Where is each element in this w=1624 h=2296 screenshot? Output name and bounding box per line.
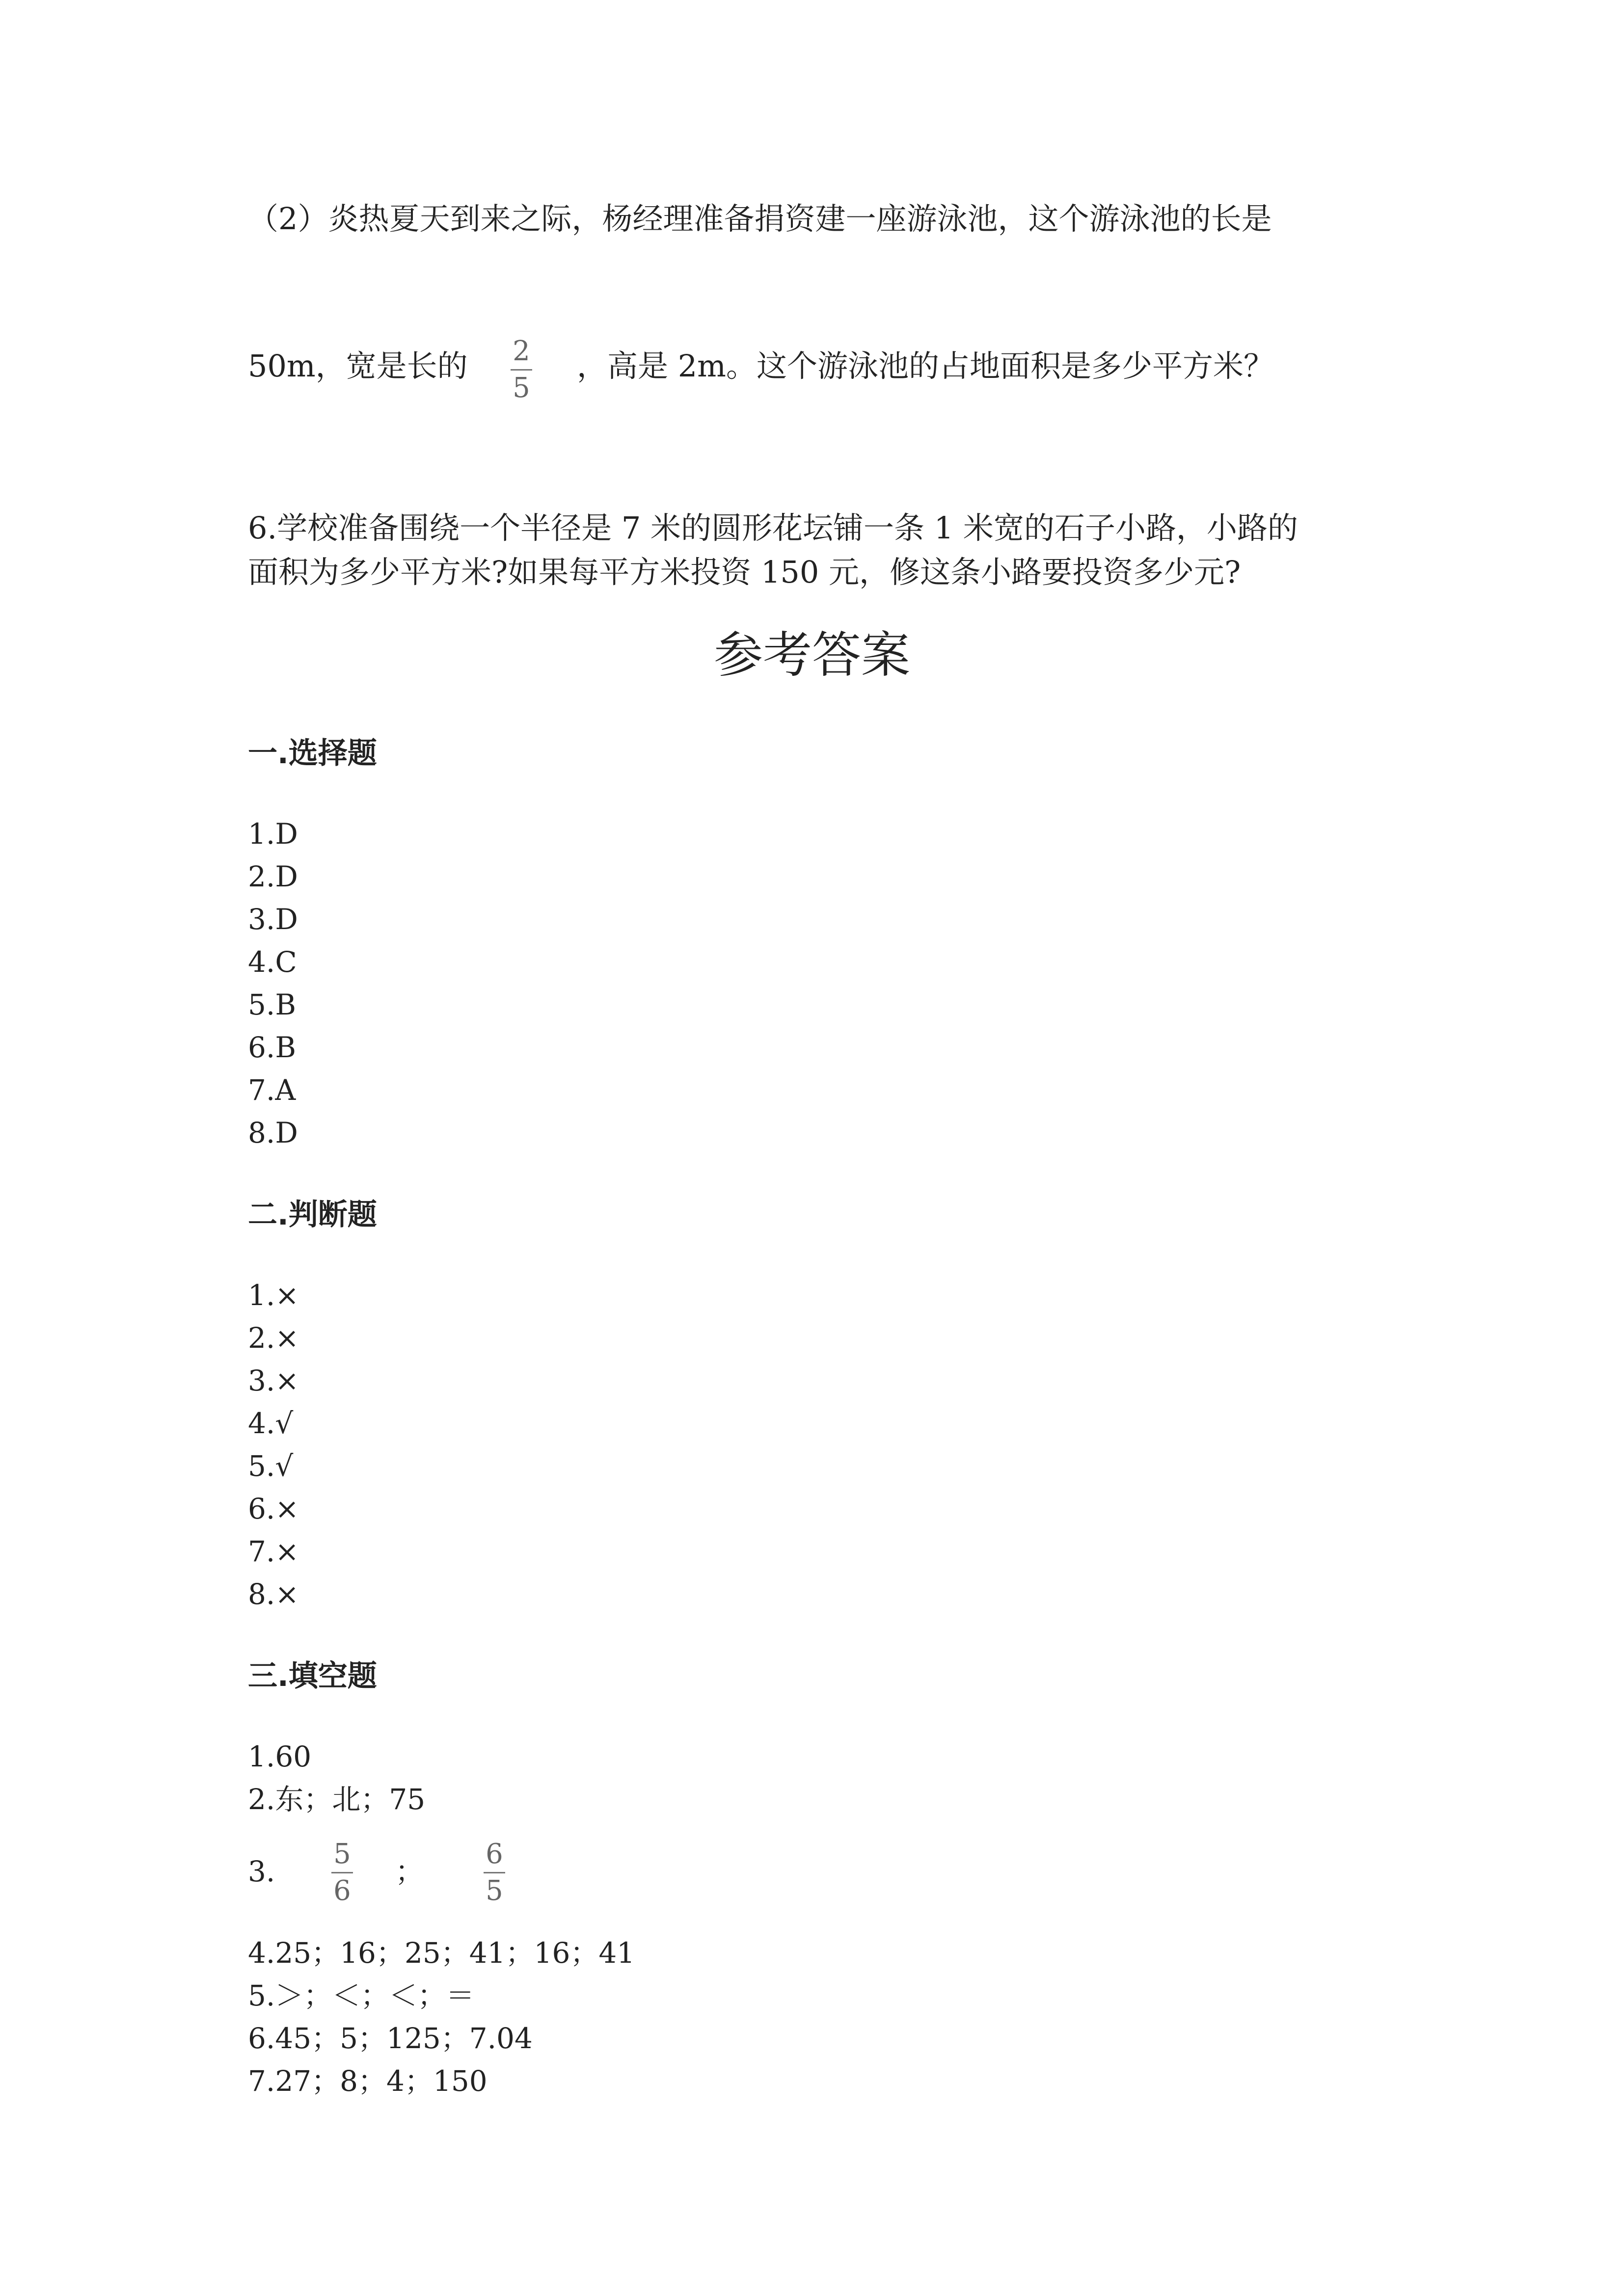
section1-answer: 4.C (248, 945, 297, 979)
section2-answer: 1.× (248, 1279, 299, 1312)
section3-answer-2: 2.东；北；75 (248, 1783, 426, 1816)
fraction-bar (484, 1872, 505, 1873)
section2-answer: 7.× (248, 1535, 299, 1568)
section3-answer-3-label: 3. (248, 1855, 275, 1888)
fraction-denominator: 5 (513, 372, 530, 404)
section3-answer-1: 1.60 (248, 1740, 312, 1773)
fraction-numerator: 5 (333, 1838, 351, 1870)
section1-answer: 3.D (248, 903, 298, 936)
section1-answer: 7.A (248, 1073, 296, 1107)
section3-answer-6: 6.45；5；125；7.04 (248, 2022, 533, 2055)
section3-answer-5: 5.＞；＜；＜；＝ (248, 1979, 475, 2012)
section3-answer-3-separator: ； (395, 1855, 424, 1888)
section3-answer-4: 4.25；16；25；41；16；41 (248, 1936, 635, 1970)
section1-answer: 6.B (248, 1031, 296, 1064)
answers-title: 参考答案 (714, 626, 910, 684)
section2-answer: 4.√ (248, 1407, 294, 1440)
section1-answer: 5.B (248, 988, 296, 1021)
fraction-denominator: 6 (333, 1875, 351, 1907)
section1-answer: 8.D (248, 1116, 298, 1149)
section2-answer: 8.× (248, 1577, 299, 1611)
fraction-bar (511, 369, 532, 371)
fraction-numerator: 6 (486, 1838, 503, 1870)
section1-answer: 2.D (248, 860, 298, 893)
section3-answer-7: 7.27；8；4；150 (248, 2064, 487, 2098)
problem-6-line2: 面积为多少平方米?如果每平方米投资 150 元，修这条小路要投资多少元? (248, 554, 1241, 590)
section2-answer: 6.× (248, 1492, 299, 1525)
problem-5-2-line1: （2）炎热夏天到来之际，杨经理准备捐资建一座游泳池，这个游泳池的长是 (248, 201, 1272, 237)
fraction-bar (331, 1872, 353, 1873)
section3-heading: 三.填空题 (248, 1659, 377, 1693)
problem-6-line1: 6.学校准备围绕一个半径是 7 米的圆形花坛铺一条 1 米宽的石子小路，小路的 (248, 510, 1298, 546)
fraction-numerator: 2 (513, 335, 530, 367)
section2-answer: 5.√ (248, 1449, 294, 1483)
section2-answer: 3.× (248, 1364, 299, 1397)
section1-answer: 1.D (248, 817, 298, 851)
fraction-two-fifths (511, 335, 532, 404)
fraction-denominator: 5 (486, 1875, 503, 1907)
fraction-five-sixths (331, 1838, 353, 1907)
section2-heading: 二.判断题 (248, 1198, 377, 1232)
fraction-six-fifths (484, 1838, 505, 1907)
problem-5-2-line2-post: ，高是 2m。这个游泳池的占地面积是多少平方米？ (577, 348, 1274, 384)
section2-answer: 2.× (248, 1321, 299, 1355)
section1-heading: 一.选择题 (248, 736, 377, 771)
problem-5-2-line2-pre: 50m，宽是长的 (248, 348, 468, 384)
